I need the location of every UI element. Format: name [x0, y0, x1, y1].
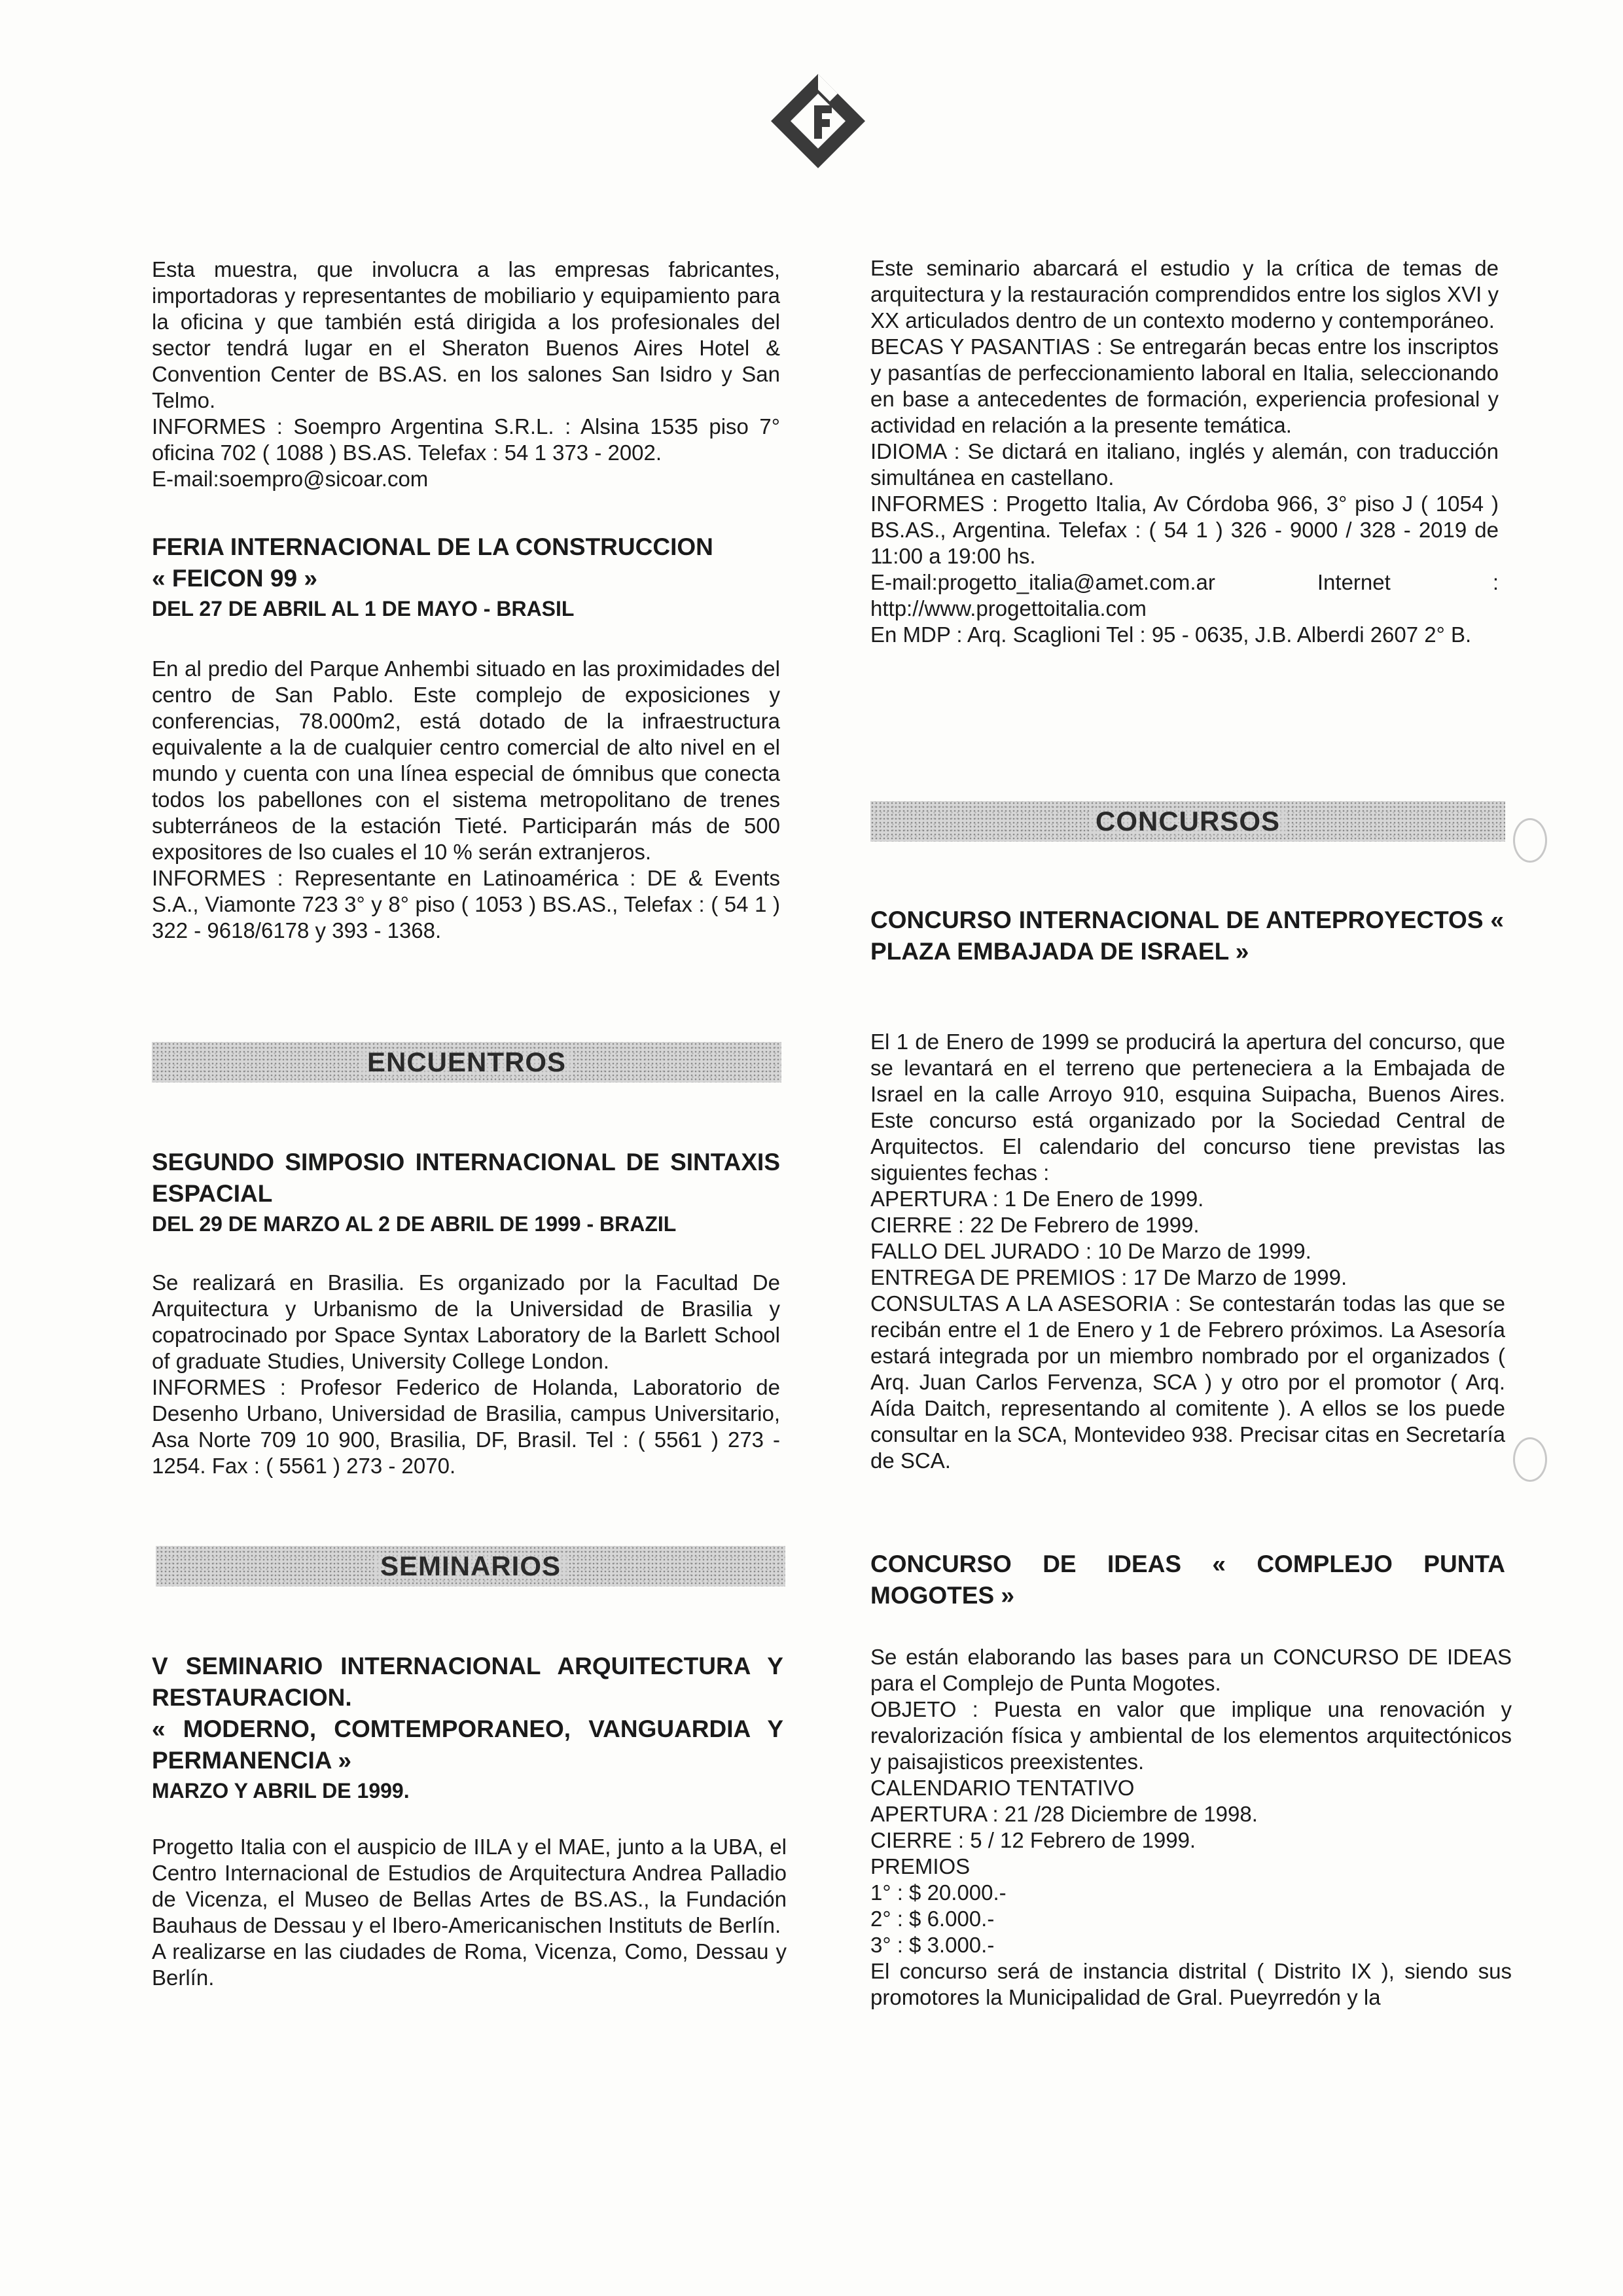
- mogotes-premio-1: 1° : $ 20.000.-: [870, 1880, 1007, 1905]
- mogotes-premio-3: 3° : $ 3.000.-: [870, 1933, 995, 1957]
- seminario-places: A realizarse en las ciudades de Roma, Vicenza, Como, Dessau y Berlín.: [152, 1939, 787, 1990]
- plaza-consultas: CONSULTAS A LA ASESORIA : Se contestarán todas las que se recibán entre el 1 de Enero y 1 de Febrero próximos. La Asesoría estará integrada por un miembro nombrado por el organizados ( Arq. Juan Carlos Fervenza, SCA ) y otro por el promotor ( Arq. Aída Daitch, representando al comitente ). A ellos se los puede consultar en la SCA, Montevideo 938. Precisar citas en Secretaría de SCA.: [870, 1291, 1505, 1473]
- plaza-paragraph: El 1 de Enero de 1999 se producirá la apertura del concurso, que se levantará en el terreno que perteneciera a la Embajada de Israel en la calle Arroyo 910, esquina Suipacha, Buenos Aires. Este concurso está organizado por la Sociedad Central de Arquitectos. El calendario del concurso tiene previstas las siguientes fechas :: [870, 1030, 1505, 1185]
- intro-block: [152, 257, 780, 492]
- encuentros-heading-text: ENCUENTROS: [361, 1049, 573, 1075]
- mogotes-calendario: CALENDARIO TENTATIVO: [870, 1776, 1135, 1800]
- feria-paragraph: En al predio del Parque Anhembi situado en las proximidades del centro de San Pablo. Este complejo de exposiciones y conferencias, 78.000m2, está dotado de la infraestructura equivalente a la de cualquier centro comercial de alto nivel en el mundo y cuenta con una línea especial de ómnibus que conecta todos los pabellones con el sistema metropolitano de trenes subterráneos de la estación Tieté. Participarán más de 500 expositores de lso cuales el 10 % serán extranjeros.: [152, 656, 780, 864]
- plaza-title: CONCURSO INTERNACIONAL DE ANTEPROYECTOS « PLAZA EMBAJADA DE ISRAEL »: [870, 906, 1504, 965]
- mogotes-premio-2: 2° : $ 6.000.-: [870, 1907, 995, 1931]
- feria-informes: INFORMES : Representante en Latinoamérica : DE & Events S.A., Viamonte 723 3° y 8° piso ( 1053 ) BS.AS., Telefax : ( 54 1 ) 322 - 9618/6178 y 393 - 1368.: [152, 866, 780, 942]
- seminario-mdp: En MDP : Arq. Scaglioni Tel : 95 - 0635, J.B. Alberdi 2607 2° B.: [870, 622, 1472, 647]
- mogotes-apertura: APERTURA : 21 /28 Diciembre de 1998.: [870, 1802, 1258, 1826]
- plaza-entrega: ENTREGA DE PREMIOS : 17 De Marzo de 1999.: [870, 1265, 1347, 1289]
- publication-logo: [769, 72, 867, 170]
- seminario-section: [152, 1651, 783, 1805]
- plaza-section: [870, 905, 1504, 967]
- plaza-apertura: APERTURA : 1 De Enero de 1999.: [870, 1187, 1204, 1211]
- idioma: IDIOMA : Se dictará en italiano, inglés y alemán, con traducción simultánea en castellano.: [870, 439, 1499, 490]
- punch-hole-mark: [1513, 818, 1547, 863]
- seminario-subtitle: « MODERNO, COMTEMPORANEO, VANGUARDIA Y PERMANENCIA »: [152, 1715, 783, 1774]
- seminario-title: V SEMINARIO INTERNACIONAL ARQUITECTURA Y RESTAURACION.: [152, 1653, 783, 1711]
- simposio-paragraph: Se realizará en Brasilia. Es organizado por la Facultad De Arquitectura y Urbanismo de la Universidad de Brasilia y copatrocinado por Space Syntax Laboratory de la Barlett School of graduate Studies, University College London.: [152, 1270, 780, 1373]
- simposio-title: SEGUNDO SIMPOSIO INTERNACIONAL DE SINTAXIS ESPACIAL: [152, 1149, 780, 1207]
- concursos-heading: [870, 801, 1505, 842]
- seminario-paragraph: Progetto Italia con el auspicio de IILA y el MAE, junto a la UBA, el Centro Internacional de Estudios de Arquitectura Andrea Palladio de Vicenza, el Museo de Bellas Artes de BS.AS., la Fundación Bauhaus de Dessau y el Ibero-Americanischen Instituts de Berlín.: [152, 1835, 787, 1937]
- simposio-body: [152, 1270, 780, 1479]
- plaza-body: [870, 1029, 1505, 1474]
- mogotes-intro: Se están elaborando las bases para un CONCURSO DE IDEAS para el Complejo de Punta Mogotes.: [870, 1645, 1512, 1695]
- plaza-fallo: FALLO DEL JURADO : 10 De Marzo de 1999.: [870, 1239, 1311, 1263]
- simposio-informes: INFORMES : Profesor Federico de Holanda, Laboratorio de Desenho Urbano, Universidad de Brasilia, campus Universitario, Asa Norte 709 10 900, Brasilia, DF, Brasil. Tel : ( 5561 ) 273 - 1254. Fax : ( 5561 ) 273 - 2070.: [152, 1375, 780, 1478]
- encuentros-heading: [152, 1042, 781, 1083]
- intro-paragraph: Esta muestra, que involucra a las empresas fabricantes, importadoras y representantes de mobiliario y equipamiento para la oficina y que también está dirigida a los profesionales del sector tendrá lugar en el Sheraton Buenos Aires Hotel & Convention Center de BS.AS. en los salones San Isidro y San Telmo.: [152, 257, 780, 412]
- mogotes-title: CONCURSO DE IDEAS « COMPLEJO PUNTA MOGOTES »: [870, 1551, 1505, 1609]
- seminario-body: [152, 1834, 787, 1991]
- simposio-date: DEL 29 DE MARZO AL 2 DE ABRIL DE 1999 - BRAZIL: [152, 1212, 677, 1236]
- seminario-scope: Este seminario abarcará el estudio y la crítica de temas de arquitectura y la restauración comprendidos entre los siglos XVI y XX articulados dentro de un contexto moderno y contemporáneo.: [870, 256, 1499, 332]
- intro-email: E-mail:soempro@sicoar.com: [152, 467, 429, 491]
- feria-date: DEL 27 DE ABRIL AL 1 DE MAYO - BRASIL: [152, 597, 575, 620]
- concursos-heading-text: CONCURSOS: [1089, 808, 1287, 834]
- plaza-cierre: CIERRE : 22 De Febrero de 1999.: [870, 1213, 1200, 1237]
- seminarios-heading: [156, 1546, 785, 1587]
- seminario-contact: E-mail:progetto_italia@amet.com.ar Internet : http://www.progettoitalia.com: [870, 570, 1499, 620]
- becas-pasantias: BECAS Y PASANTIAS : Se entregarán becas entre los inscriptos y pasantías de perfeccionamiento laboral en Italia, seleccionando en base a antecedentes de formación, experiencia profesional y actividad en relación a la presente temática.: [870, 334, 1499, 437]
- mogotes-objeto: OBJETO : Puesta en valor que implique una renovación y revalorización física y ambiental de los elementos arquitectónicos y paisajisticos preexistentes.: [870, 1697, 1512, 1774]
- mogotes-instancia: El concurso será de instancia distrital ( Distrito IX ), siendo sus promotores la Municipalidad de Gral. Pueyrredón y la: [870, 1959, 1512, 2009]
- punch-hole-mark: [1513, 1437, 1547, 1482]
- feria-body: [152, 656, 780, 944]
- feria-subtitle: « FEICON 99 »: [152, 565, 317, 592]
- intro-informes: INFORMES : Soempro Argentina S.R.L. : Alsina 1535 piso 7° oficina 702 ( 1088 ) BS.AS. Telefax : 54 1 373 - 2002.: [152, 414, 780, 465]
- simposio-section: [152, 1147, 780, 1238]
- mogotes-cierre: CIERRE : 5 / 12 Febrero de 1999.: [870, 1828, 1196, 1852]
- seminario-informes: INFORMES : Progetto Italia, Av Córdoba 966, 3° piso J ( 1054 ) BS.AS., Argentina. Telefax : ( 54 1 ) 326 - 9000 / 328 - 2019 de 11:00 a 19:00 hs.: [870, 492, 1499, 568]
- seminarios-heading-text: SEMINARIOS: [374, 1553, 567, 1579]
- seminario-date: MARZO Y ABRIL DE 1999.: [152, 1779, 410, 1803]
- mogotes-section: [870, 1549, 1505, 1611]
- feria-section: [152, 531, 780, 623]
- feria-title: FERIA INTERNACIONAL DE LA CONSTRUCCION: [152, 533, 713, 560]
- mogotes-premios: PREMIOS: [870, 1854, 971, 1878]
- seminario-continuation: [870, 255, 1499, 648]
- mogotes-body: [870, 1644, 1512, 2011]
